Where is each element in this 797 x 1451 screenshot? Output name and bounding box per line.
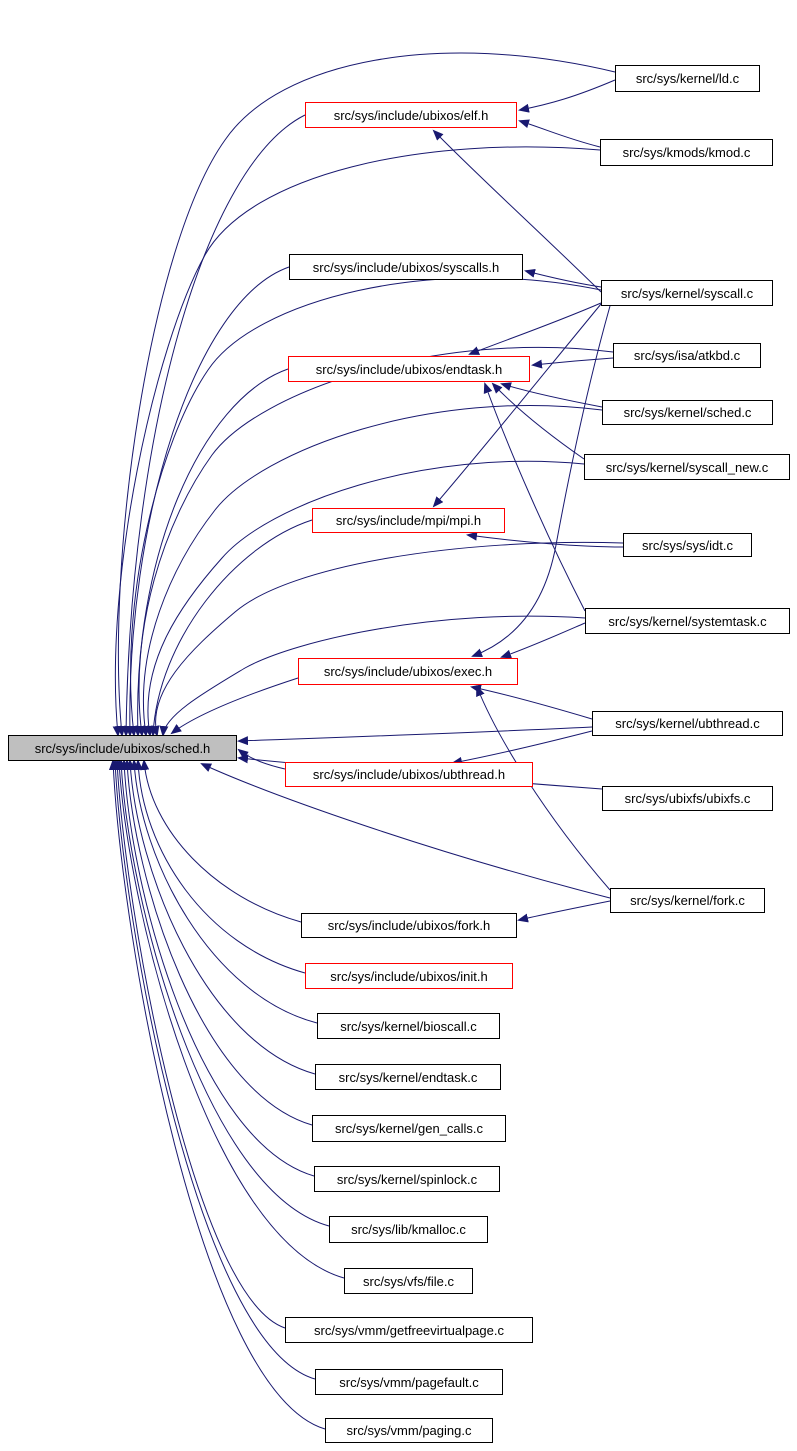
- edge-systemtask_c-to-exec_h: [502, 623, 585, 657]
- edge-pagefault_c-to-sched_h: [115, 761, 315, 1379]
- node-file_c[interactable]: src/sys/vfs/file.c: [344, 1268, 473, 1294]
- edge-ld_c-to-elf_h: [520, 80, 615, 110]
- node-systemtask_c[interactable]: src/sys/kernel/systemtask.c: [585, 608, 790, 634]
- edge-init_h-to-sched_h: [138, 761, 305, 973]
- edge-ubthread_h-to-sched_h: [239, 750, 285, 769]
- edge-syscall_new_c-to-sched_h: [148, 461, 584, 735]
- edge-kmod_c-to-sched_h: [115, 147, 600, 735]
- edge-idt_c-to-sched_h: [156, 542, 623, 735]
- edge-fork_c-to-fork_h: [519, 901, 610, 920]
- node-init_h[interactable]: src/sys/include/ubixos/init.h: [305, 963, 513, 989]
- node-ubthread_c[interactable]: src/sys/kernel/ubthread.c: [592, 711, 783, 736]
- node-gen_calls_c[interactable]: src/sys/kernel/gen_calls.c: [312, 1115, 506, 1142]
- node-atkbd_c[interactable]: src/sys/isa/atkbd.c: [613, 343, 761, 368]
- node-paging_c[interactable]: src/sys/vmm/paging.c: [325, 1418, 493, 1443]
- node-sched_c[interactable]: src/sys/kernel/sched.c: [602, 400, 773, 425]
- edge-file_c-to-sched_h: [119, 761, 344, 1278]
- node-mpi_h[interactable]: src/sys/include/mpi/mpi.h: [312, 508, 505, 533]
- edge-bioscall_c-to-sched_h: [134, 761, 317, 1023]
- node-idt_c[interactable]: src/sys/sys/idt.c: [623, 533, 752, 557]
- edge-elf_h-to-sched_h: [126, 115, 305, 735]
- node-sched_h: src/sys/include/ubixos/sched.h: [8, 735, 237, 761]
- edge-syscall_new_c-to-endtask_h: [493, 384, 584, 459]
- node-syscalls_h[interactable]: src/sys/include/ubixos/syscalls.h: [289, 254, 523, 280]
- node-getfreevirtualpage_c[interactable]: src/sys/vmm/getfreevirtualpage.c: [285, 1317, 533, 1343]
- node-bioscall_c[interactable]: src/sys/kernel/bioscall.c: [317, 1013, 500, 1039]
- edge-syscall_c-to-mpi_h: [434, 304, 601, 506]
- node-spinlock_c[interactable]: src/sys/kernel/spinlock.c: [314, 1166, 500, 1192]
- edge-ubthread_c-to-sched_h: [239, 727, 592, 741]
- edge-exec_h-to-sched_h: [172, 678, 298, 733]
- node-kmalloc_c[interactable]: src/sys/lib/kmalloc.c: [329, 1216, 488, 1243]
- node-ld_c[interactable]: src/sys/kernel/ld.c: [615, 65, 760, 92]
- edge-mpi_h-to-sched_h: [153, 520, 312, 735]
- edge-fork_h-to-sched_h: [144, 761, 301, 922]
- edge-systemtask_c-to-endtask_h: [485, 384, 585, 611]
- node-pagefault_c[interactable]: src/sys/vmm/pagefault.c: [315, 1369, 503, 1395]
- node-elf_h[interactable]: src/sys/include/ubixos/elf.h: [305, 102, 517, 128]
- node-ubthread_h[interactable]: src/sys/include/ubixos/ubthread.h: [285, 762, 533, 787]
- edge-kmod_c-to-elf_h: [520, 121, 600, 147]
- node-endtask_c[interactable]: src/sys/kernel/endtask.c: [315, 1064, 501, 1090]
- edge-endtask_h-to-sched_h: [138, 369, 288, 735]
- node-exec_h[interactable]: src/sys/include/ubixos/exec.h: [298, 658, 518, 685]
- node-ubixfs_c[interactable]: src/sys/ubixfs/ubixfs.c: [602, 786, 773, 811]
- node-kmod_c[interactable]: src/sys/kmods/kmod.c: [600, 139, 773, 166]
- edge-ubthread_c-to-ubthread_h: [453, 731, 592, 763]
- node-syscall_c[interactable]: src/sys/kernel/syscall.c: [601, 280, 773, 306]
- edge-gen_calls_c-to-sched_h: [127, 761, 312, 1125]
- node-endtask_h[interactable]: src/sys/include/ubixos/endtask.h: [288, 356, 530, 382]
- edge-ubthread_c-to-exec_h: [472, 687, 592, 719]
- edge-syscall_c-to-syscalls_h: [526, 271, 601, 287]
- node-fork_c[interactable]: src/sys/kernel/fork.c: [610, 888, 765, 913]
- edge-kmalloc_c-to-sched_h: [121, 761, 329, 1226]
- node-fork_h[interactable]: src/sys/include/ubixos/fork.h: [301, 913, 517, 938]
- edge-atkbd_c-to-endtask_h: [533, 358, 613, 365]
- node-syscall_new_c[interactable]: src/sys/kernel/syscall_new.c: [584, 454, 790, 480]
